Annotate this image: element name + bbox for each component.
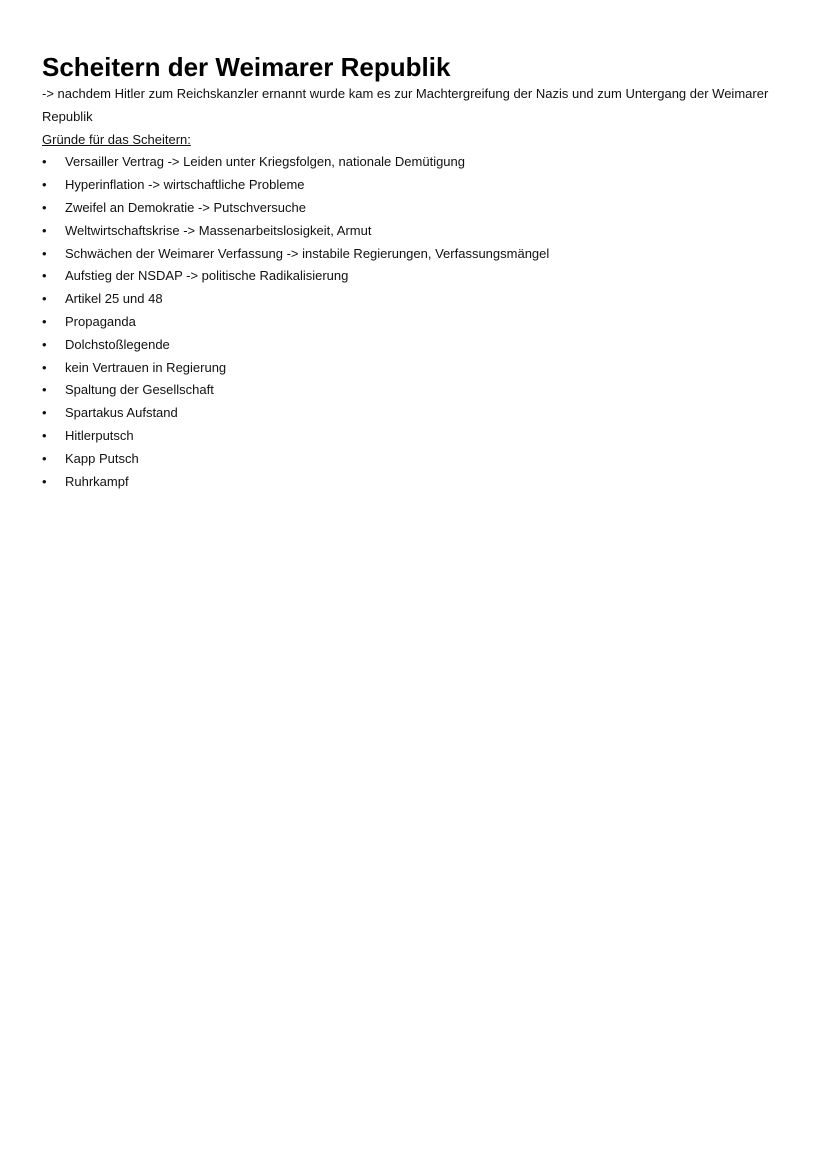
list-item — [42, 334, 782, 357]
list-item — [42, 379, 782, 402]
list-item — [42, 243, 782, 266]
bullet-icon: • — [42, 313, 47, 329]
list-item — [42, 311, 782, 334]
list-item — [42, 357, 782, 380]
reasons-heading: Gründe für das Scheitern: — [42, 131, 191, 147]
bullet-icon: • — [42, 154, 47, 170]
list-item-text: Kapp Putsch — [65, 450, 139, 466]
list-item-text: Hitlerputsch — [65, 427, 134, 443]
list-item — [42, 197, 782, 220]
bullet-icon: • — [42, 336, 47, 352]
list-item-text: Zweifel an Demokratie -> Putschversuche — [65, 199, 306, 215]
bullet-icon: • — [42, 177, 47, 193]
bullet-icon: • — [42, 450, 47, 466]
intro-text: -> nachdem Hitler zum Reichskanzler ernannt wurde kam es zur Machtergreifung der Nazis und zum Untergang der Weimarer Republik — [42, 86, 769, 124]
list-item-text: Spartakus Aufstand — [65, 405, 178, 421]
bullet-icon: • — [42, 405, 47, 421]
bullet-icon: • — [42, 268, 47, 284]
list-item-text: Spaltung der Gesellschaft — [65, 382, 214, 398]
list-item-text: Versailler Vertrag -> Leiden unter Kriegsfolgen, nationale Demütigung — [65, 154, 465, 170]
list-item-text: Dolchstoßlegende — [65, 336, 170, 352]
list-item — [42, 402, 782, 425]
list-item-text: kein Vertrauen in Regierung — [65, 359, 227, 375]
list-item — [42, 265, 782, 288]
list-item-text: Schwächen der Weimarer Verfassung -> instabile Regierungen, Verfassungsmängel — [65, 245, 550, 261]
bullet-icon: • — [42, 473, 47, 489]
bullet-icon: • — [42, 199, 47, 215]
list-item-text: Artikel 25 und 48 — [65, 291, 163, 307]
bullet-icon: • — [42, 427, 47, 443]
list-item — [42, 220, 782, 243]
bullet-icon: • — [42, 359, 47, 375]
list-item-text: Weltwirtschaftskrise -> Massenarbeitslosigkeit, Armut — [65, 222, 372, 238]
bullet-icon: • — [42, 382, 47, 398]
list-item — [42, 151, 782, 174]
document-page — [42, 52, 782, 493]
list-item-text: Aufstieg der NSDAP -> politische Radikalisierung — [65, 268, 349, 284]
reasons-list — [42, 151, 782, 493]
list-item — [42, 425, 782, 448]
bullet-icon: • — [42, 291, 47, 307]
list-item-text: Propaganda — [65, 313, 136, 329]
document-title: Scheitern der Weimarer Republik — [42, 52, 451, 82]
bullet-icon: • — [42, 245, 47, 261]
bullet-icon: • — [42, 222, 47, 238]
list-item — [42, 448, 782, 471]
list-item — [42, 174, 782, 197]
list-item — [42, 288, 782, 311]
list-item-text: Hyperinflation -> wirtschaftliche Probleme — [65, 177, 305, 193]
list-item — [42, 471, 782, 494]
list-item-text: Ruhrkampf — [65, 473, 129, 489]
